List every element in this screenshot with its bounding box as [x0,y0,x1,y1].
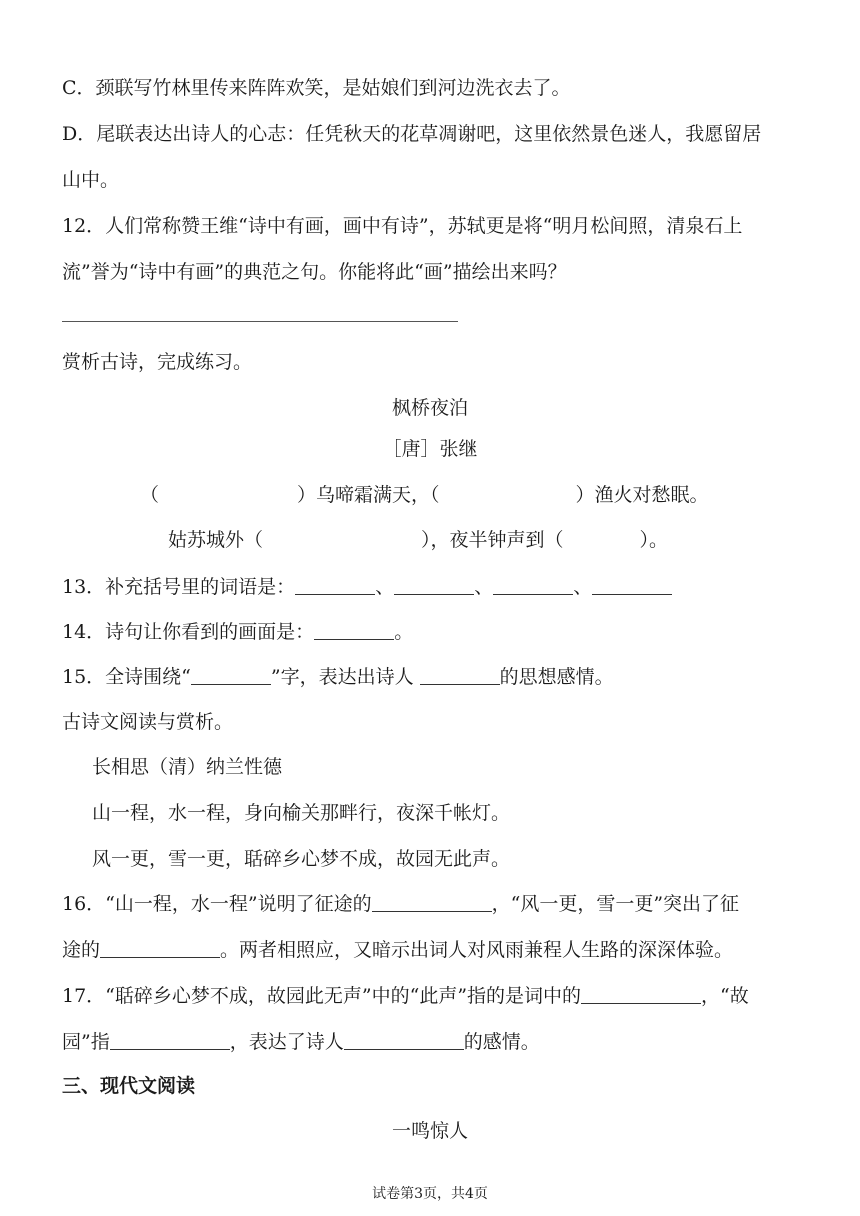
page-footer: 试卷第3页，共4页 [372,1186,488,1202]
poem2-line2: 风一更，雪一更，聒碎乡心梦不成，故园无此声。 [92,848,511,870]
q15-blank-1[interactable] [191,666,271,685]
q12-line2: 流”誉为“诗中有画”的典范之句。你能将此“画”描绘出来吗？ [62,261,567,283]
q14 [62,620,413,644]
poem1-l2-end: ）。 [639,529,669,551]
q13-sep-3: 、 [573,576,593,598]
q15-blank-2[interactable] [420,666,500,685]
q13-blank-1[interactable] [295,576,375,595]
q17-l1-b: ，“故 [701,985,749,1007]
q17-blank-2[interactable] [110,1031,230,1050]
q13-blank-4[interactable] [592,576,672,595]
q17-blank-3[interactable] [344,1031,464,1050]
poem1-l1-mid: ）乌啼霜满天，（ [297,484,440,506]
q17-line2 [62,1030,540,1054]
poem1-l1-open: （ [140,484,160,506]
q15-part2: ”字，表达出诗人 [270,666,420,688]
q16-line1 [62,892,739,916]
q13-prefix: 13．补充括号里的词语是： [62,576,296,598]
q11-option-c: C．颈联写竹林里传来阵阵欢笑，是姑娘们到河边洗衣去了。 [62,77,571,99]
q17-blank-1[interactable] [581,985,701,1004]
section-a-intro: 赏析古诗，完成练习。 [62,351,253,373]
section3-article-title: 一鸣惊人 [391,1120,468,1142]
poem1-l2-mid: ），夜半钟声到（ [421,529,564,551]
q16-l2-b: 。两者相照应，又暗示出词人对风雨兼程人生路的深深体验。 [220,939,734,961]
q15-part1: 15．全诗围绕“ [62,666,191,688]
poem1-title: 枫桥夜泊 [391,397,468,419]
q13-sep-2: 、 [474,576,494,598]
q14-blank[interactable] [314,621,394,640]
q16-line2 [62,938,733,962]
q16-blank-1[interactable] [372,893,492,912]
section-b-intro: 古诗文阅读与赏析。 [62,711,234,733]
q16-l1-b: ，“风一更，雪一更”突出了征 [491,893,740,915]
q14-prefix: 14．诗句让你看到的画面是： [62,621,315,643]
q11-option-d-line1: D．尾联表达出诗人的心志：任凭秋天的花草凋谢吧，这里依然景色迷人，我愿留居 [62,123,762,145]
poem1-line2 [168,528,668,552]
q13-blank-3[interactable] [493,576,573,595]
q17-l2-c: 的感情。 [463,1031,540,1053]
q16-l2-a: 途的 [62,939,101,961]
poem1-line1 [140,483,709,507]
q13 [62,575,672,599]
q17-l2-a: 园”指 [62,1031,110,1053]
q13-blank-2[interactable] [394,576,474,595]
poem1-l2-start: 姑苏城外（ [168,529,264,551]
q16-l1-a: 16．“山一程，水一程”说明了征途的 [62,893,372,915]
q12-line1: 12．人们常称赞王维“诗中有画，画中有诗”，苏轼更是将“明月松间照，清泉石上 [62,215,743,237]
section3-heading: 三、现代文阅读 [62,1075,196,1097]
poem1-l1-end: ）渔火对愁眠。 [575,484,709,506]
q11-option-d-line2: 山中。 [62,169,120,191]
poem1-author: ［唐］张继 [382,438,478,460]
poem2-title: 长相思（清）纳兰性德 [92,756,283,778]
q13-sep-1: 、 [375,576,395,598]
q12-answer-line[interactable] [62,321,458,322]
poem2-line1: 山一程，水一程，身向榆关那畔行，夜深千帐灯。 [92,802,511,824]
q16-blank-2[interactable] [100,939,220,958]
q15-part3: 的思想感情。 [499,666,614,688]
q17-l2-b: ，表达了诗人 [229,1031,344,1053]
q14-suffix: 。 [394,621,414,643]
q15 [62,665,614,689]
q17-line1 [62,984,749,1008]
q17-l1-a: 17．“聒碎乡心梦不成，故园此无声”中的“此声”指的是词中的 [62,985,582,1007]
